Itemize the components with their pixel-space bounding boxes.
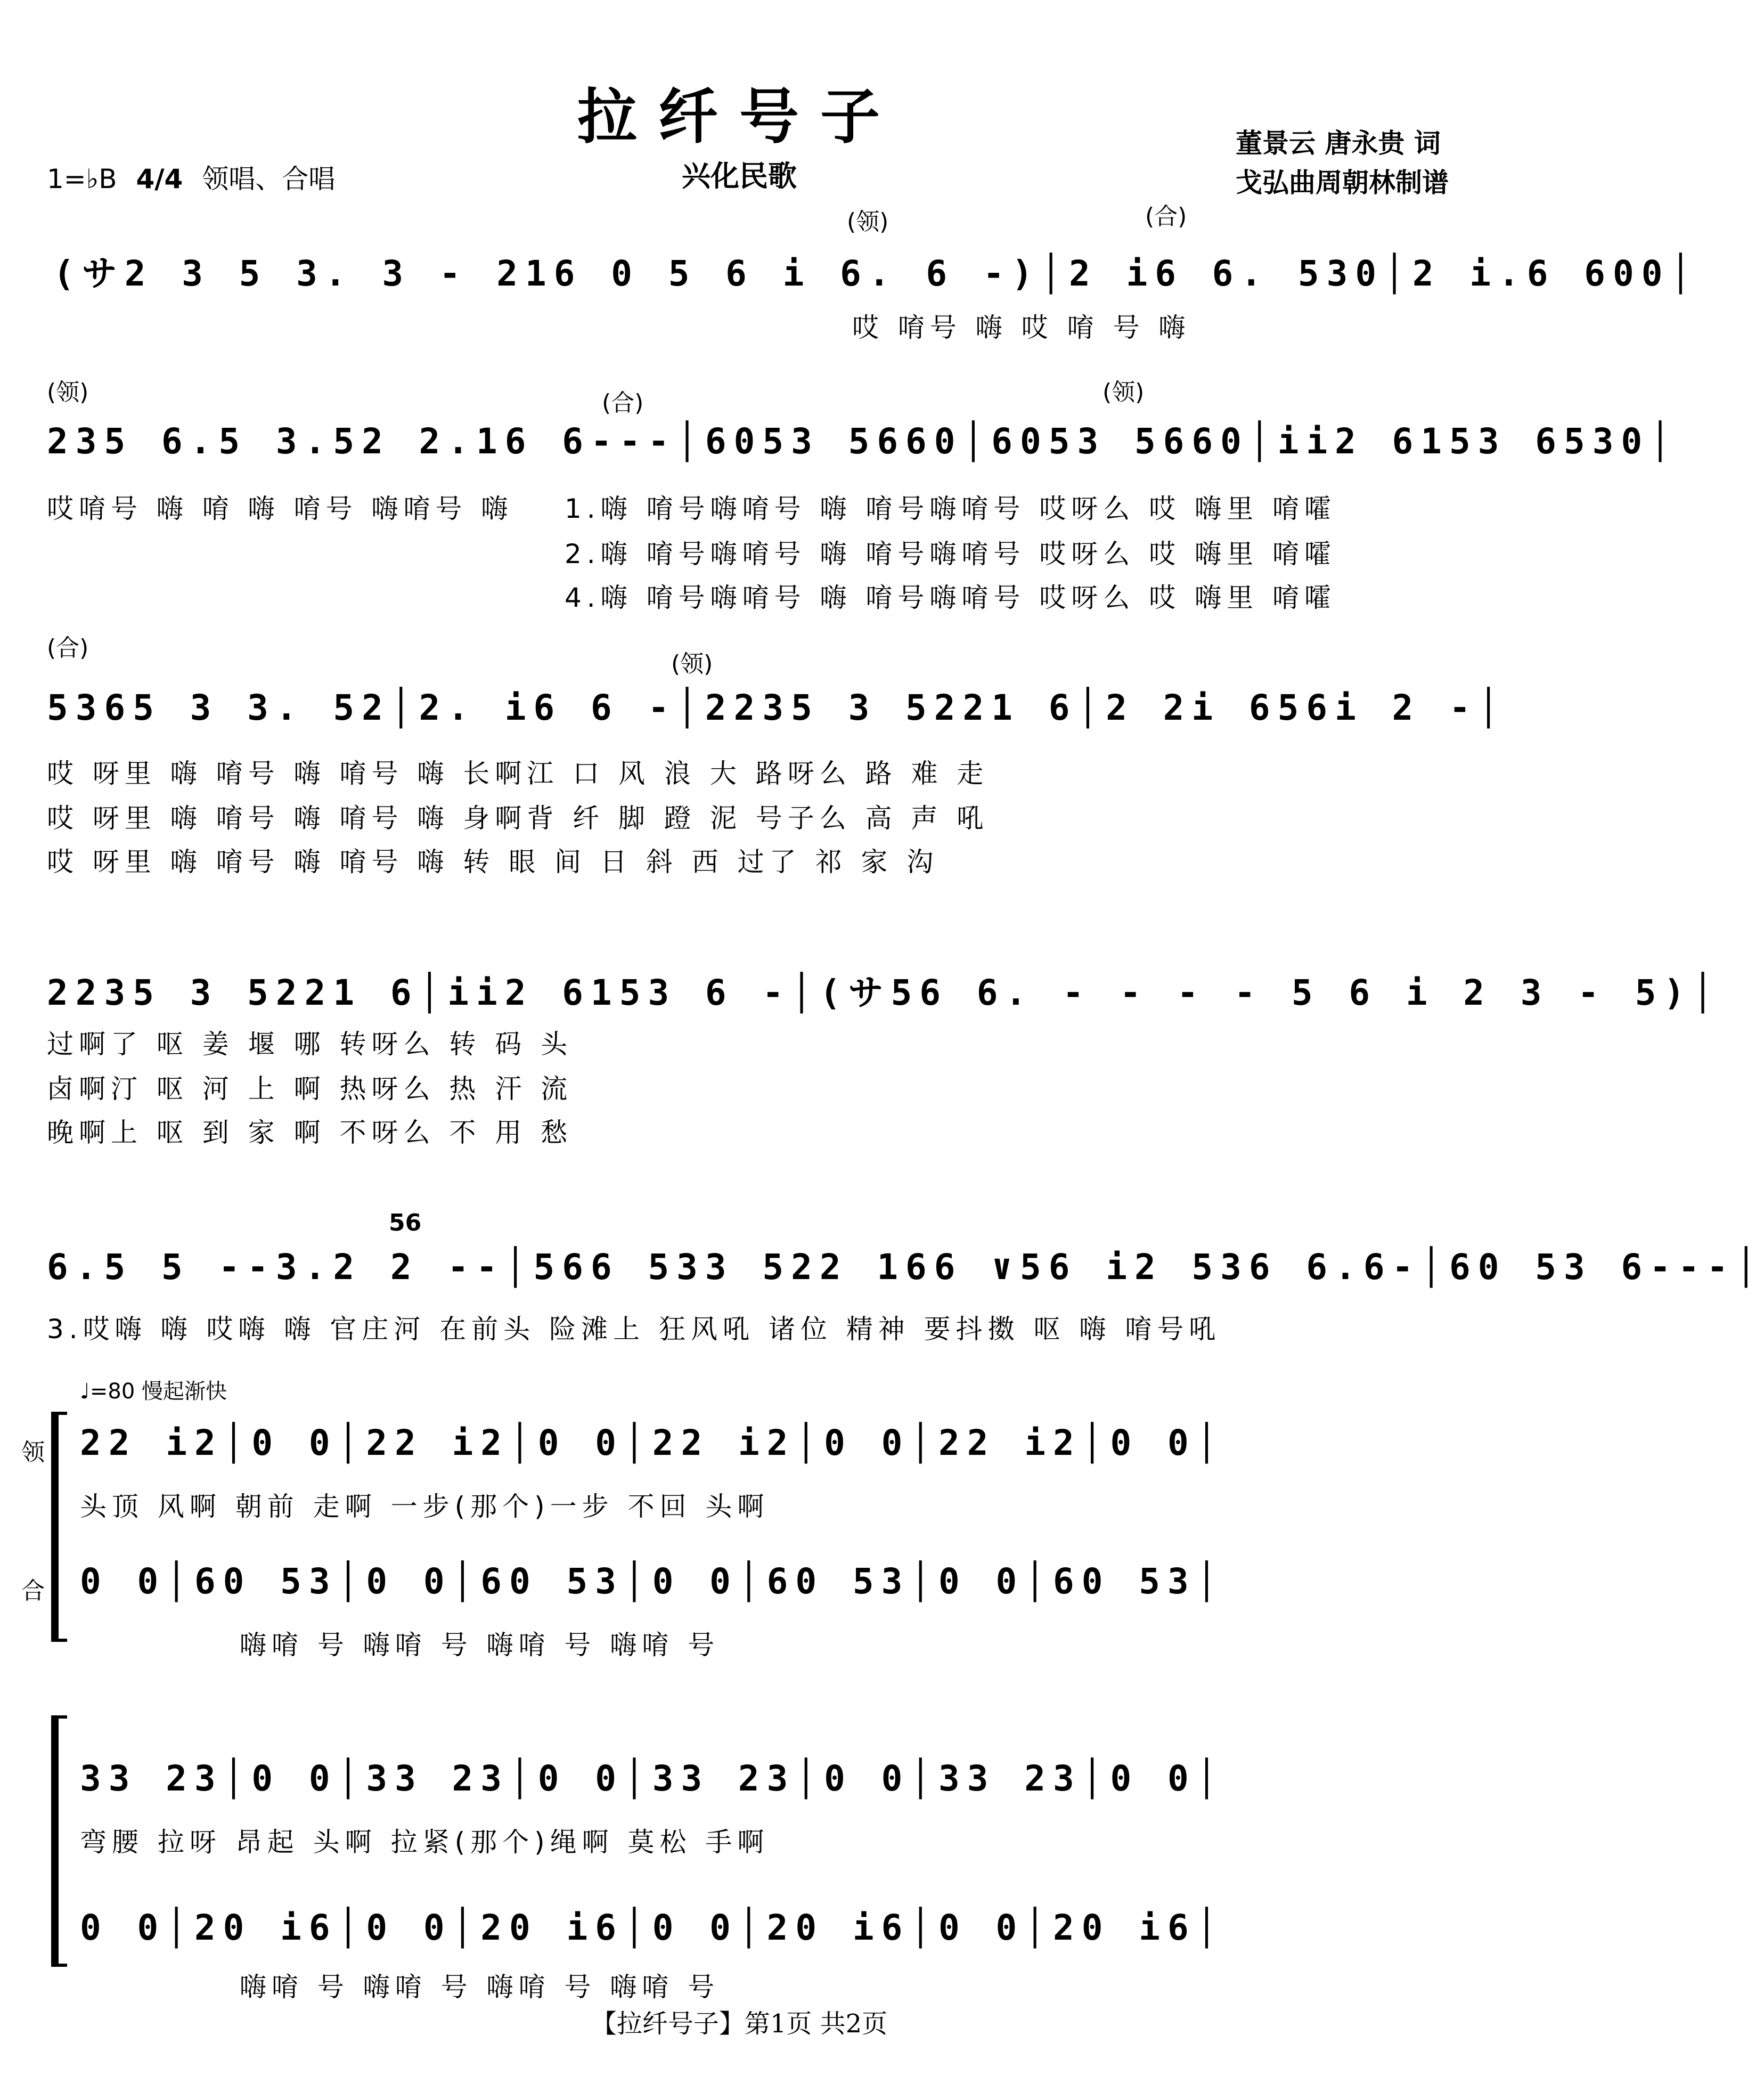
notation-line: 6.5 5 --3.2 2 --│566 533 522 166 ∨56 i2 536 6.6-│60 53 6---│: [47, 1247, 1764, 1288]
lyric-line: 晚啊上 呕 到 家 啊 不呀么 不 用 愁: [47, 1117, 573, 1148]
part-label: (领): [47, 379, 89, 406]
part-label: (领): [1102, 379, 1145, 406]
upper-notation: 33 23│0 0│33 23│0 0│33 23│0 0│33 23│0 0│: [80, 1758, 1225, 1799]
notation-line: (サ2 3 5 3. 3 - 216 0 5 6 i 6. 6 -)│2 i6 6. 530│2 i.6 600│: [53, 253, 1699, 294]
upper-notation: 22 i2│0 0│22 i2│0 0│22 i2│0 0│22 i2│0 0│: [80, 1422, 1225, 1463]
part-label: 合: [21, 1577, 45, 1605]
system-3: [0, 629, 1507, 884]
lower-notation: 0 0│20 i6│0 0│20 i6│0 0│20 i6│0 0│20 i6│: [80, 1907, 1225, 1948]
part-label: (领): [847, 208, 889, 235]
part-label: (合): [47, 634, 89, 662]
lyric-line: 1.嗨 唷号嗨唷号 嗨 唷号嗨唷号 哎呀么 哎 嗨里 唷嚯: [565, 493, 1336, 524]
part-label: (领): [671, 650, 713, 678]
lyric-line: 2.嗨 唷号嗨唷号 嗨 唷号嗨唷号 哎呀么 哎 嗨里 唷嚯: [565, 539, 1336, 569]
system-1: [0, 197, 1699, 357]
upper-lyrics: 头顶 风啊 朝前 走啊 一步(那个)一步 不回 头啊: [80, 1491, 770, 1522]
time-signature: 4/4: [136, 164, 183, 194]
system-4: [0, 916, 1721, 1161]
lyricist: 董景云 唐永贵 词: [1236, 127, 1441, 159]
lyric-line: 卤啊汀 呕 河 上 啊 热呀么 热 汗 流: [47, 1073, 573, 1104]
lower-notation: 0 0│60 53│0 0│60 53│0 0│60 53│0 0│60 53│: [80, 1561, 1225, 1602]
arranger: 戈弘曲周朝林制谱: [1236, 167, 1449, 198]
lyric-line: 哎 唷号 嗨 哎 唷 号 嗨: [852, 312, 1191, 343]
notation-line: 5365 3 3. 52│2. i6 6 -│2235 3 5221 6│2 2i 656i 2 -│: [47, 687, 1507, 728]
key-info: [47, 158, 335, 196]
grace-note: 56: [389, 1209, 422, 1236]
page-subtitle: 兴化民歌: [682, 159, 797, 193]
system-brace: [51, 1715, 67, 1967]
notation-line: 235 6.5 3.52 2.16 6---│6053 5660│6053 5660│ii2 6153 6530│: [47, 421, 1678, 462]
system-brace: [51, 1412, 67, 1642]
lyric-line: 过啊了 呕 姜 堰 哪 转呀么 转 码 头: [47, 1029, 573, 1060]
system-6: [0, 1364, 1479, 1660]
page-footer: 【拉纤号子】第1页 共2页: [591, 2009, 888, 2039]
credits: [1236, 124, 1449, 202]
lyric-line: 3.哎嗨 嗨 哎嗨 嗨 官庄河 在前头 险滩上 狂风吼 诸位 精神 要抖擞 呕 嗨 唷号吼: [47, 1314, 1221, 1345]
performance-type: 领唱、合唱: [202, 164, 336, 194]
upper-lyrics: 弯腰 拉呀 昂起 头啊 拉紧(那个)绳啊 莫松 手啊: [80, 1827, 770, 1858]
lyric-line: 哎 呀里 嗨 唷号 嗨 唷号 嗨 转 眼 间 日 斜 西 过了 祁 家 沟: [47, 846, 939, 877]
part-label: 领: [21, 1439, 45, 1466]
part-label: (合): [602, 389, 644, 417]
system-5: [0, 1193, 1764, 1353]
part-label: (合): [1145, 203, 1187, 230]
lower-lyrics: 嗨唷 号 嗨唷 号 嗨唷 号 嗨唷 号: [240, 1972, 720, 2003]
page-title: 拉纤号子: [577, 82, 901, 152]
tempo-marking: ♩=80 慢起渐快: [80, 1379, 227, 1404]
system-2: [0, 368, 1678, 623]
lyric-line: 哎 呀里 嗨 唷号 嗨 唷号 嗨 身啊背 纤 脚 蹬 泥 号子么 高 声 吼: [47, 803, 989, 834]
key-signature: 1=♭B: [47, 164, 117, 194]
system-7: [0, 1694, 1479, 2003]
lower-lyrics: 嗨唷 号 嗨唷 号 嗨唷 号 嗨唷 号: [240, 1630, 720, 1660]
lyric-line: 哎唷号 嗨 唷 嗨 唷号 嗨唷号 嗨: [47, 493, 513, 524]
lyric-line: 哎 呀里 嗨 唷号 嗨 唷号 嗨 长啊江 口 风 浪 大 路呀么 路 难 走: [47, 758, 989, 789]
lyric-line: 4.嗨 唷号嗨唷号 嗨 唷号嗨唷号 哎呀么 哎 嗨里 唷嚯: [565, 582, 1336, 613]
notation-line: 2235 3 5221 6│ii2 6153 6 -│(サ56 6. - - - - 5 6 i 2 3 - 5)│: [47, 972, 1721, 1013]
